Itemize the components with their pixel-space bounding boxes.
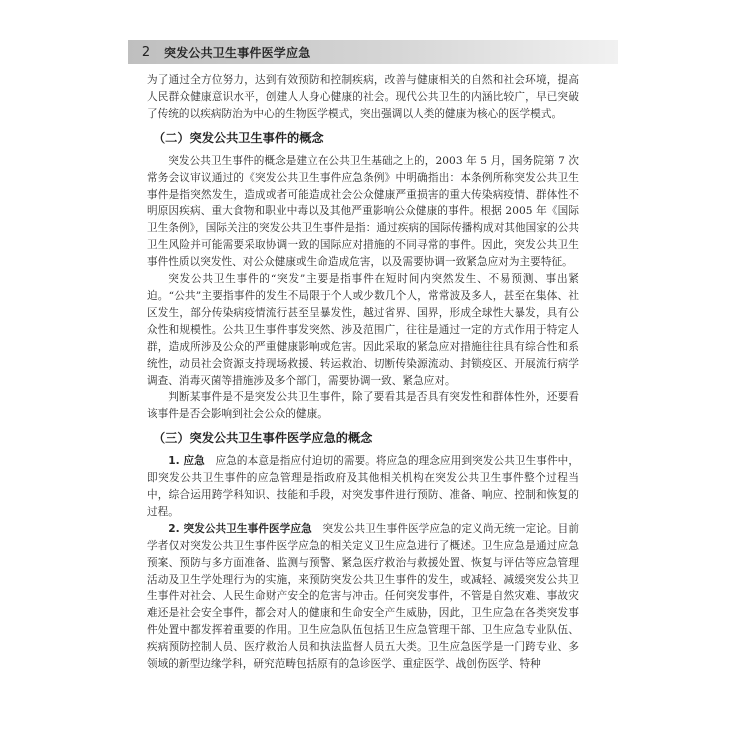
item-heading-emergency: 1. 应急: [168, 455, 205, 468]
intro-paragraph: 为了通过全方位努力，达到有效预防和控制疾病，改善与健康相关的自然和社会环境，提高人民群众健康意识水平，创建人人身心健康的社会。现代公共卫生的内涵比较广，早已突破了传统的以疾病防治为中心的生物医学模式，突出强调以人类的健康为核心的医学模式。: [147, 74, 579, 120]
item-text-medical-emergency: 突发公共卫生事件医学应急的定义尚无统一定论。目前学者仅对突发公共卫生事件医学应急的相关定义卫生应急进行了概述。卫生应急是通过应急预案、预防与多方面准备、监测与预警、紧急医疗救治与救援处置、恢复与评估等应急管理活动及卫生学处理行为的实施，来预防突发公共卫生事件的发生，或减轻、减缓突发公共卫生事件对社会、人民生命财产安全的危害与冲击。任何突发事件，不管是自然灾难、事故灾难还是社会安全事件，都会对人的健康和生命安全产生威胁，因此，卫生应急在各类突发事件处置中都发挥着重要的作用。卫生应急队伍包括卫生应急管理干部、卫生应急专业队伍、疾病预防控制人员、医疗救治人员和执法监督人员五大类。卫生应急医学是一门跨专业、多领域的新型边缘学科，研究范畴包括原有的急诊医学、重症医学、战创伤医学、特种: [147, 522, 579, 671]
running-title: 突发公共卫生事件医学应急: [164, 45, 311, 60]
paragraph-concept-features: 突发公共卫生事件的“突发”主要是指事件在短时间内突然发生、不易预测、事出紧迫。“公共”主要指事件的发生不局限于个人或少数几个人，常常波及多人，甚至在集体、社区发生，部分传染病疫情流行甚至呈暴发性，越过省界、国界，形成全球性大暴发，具有公众性和规模性。公共卫生事件事发突然、涉及范围广，往往是通过一定的方式作用于特定人群，造成所涉及公众的严重健康影响或危害。因此采取的紧急应对措施往往具有综合性和系统性，动员社会资源支持现场救援、转运救治、切断传染源流动、封锁疫区、开展流行病学调查、消毒灭菌等措施涉及多个部门，需要协调一致、紧急应对。: [147, 273, 579, 387]
page-body: [147, 72, 579, 673]
running-header: [128, 40, 618, 64]
item-heading-medical-emergency: 2. 突发公共卫生事件医学应急: [168, 522, 312, 535]
page-number: 2: [141, 44, 151, 60]
section-heading-concept: （二）突发公共卫生事件的概念: [153, 130, 324, 145]
paragraph-concept-judgement: 判断某事件是不是突发公共卫生事件，除了要看其是否具有突发性和群体性外，还要看该事件是否会影响到社会公众的健康。: [147, 391, 579, 421]
paragraph-item-emergency: [147, 453, 579, 521]
section-heading-emergency: （三）突发公共卫生事件医学应急的概念: [153, 431, 373, 446]
item-text-emergency: 应急的本意是指应付迫切的需要。将应急的理念应用到突发公共卫生事件中，即突发公共卫生事件的应急管理是指政府及其他相关机构在突发公共卫生事件整个过程当中，综合运用跨学科知识、技能和手段，对突发事件进行预防、准备、响应、控制和恢复的过程。: [147, 455, 579, 518]
paragraph-item-medical-emergency: [147, 521, 579, 673]
paragraph-concept-definition: 突发公共卫生事件的概念是建立在公共卫生基础之上的，2003 年 5 月，国务院第 7 次常务会议审议通过的《突发公共卫生事件应急条例》中明确指出：本条例所称突发公共卫生事件是指突然发生，造成或者可能造成社会公众健康严重损害的重大传染病疫情、群体性不明原因疾病、重大食物和职业中毒以及其他严重影响公众健康的事件。根据 2005 年《国际卫生条例》，国际关注的突发公共卫生事件是指：通过疾病的国际传播构成对其他国家的公共卫生风险并可能需要采取协调一致的国际应对措施的不同寻常的事件。因此，突发公共卫生事件性质以突发性、对公众健康或生命造成危害，以及需要协调一致紧急应对为主要特征。: [147, 154, 579, 269]
